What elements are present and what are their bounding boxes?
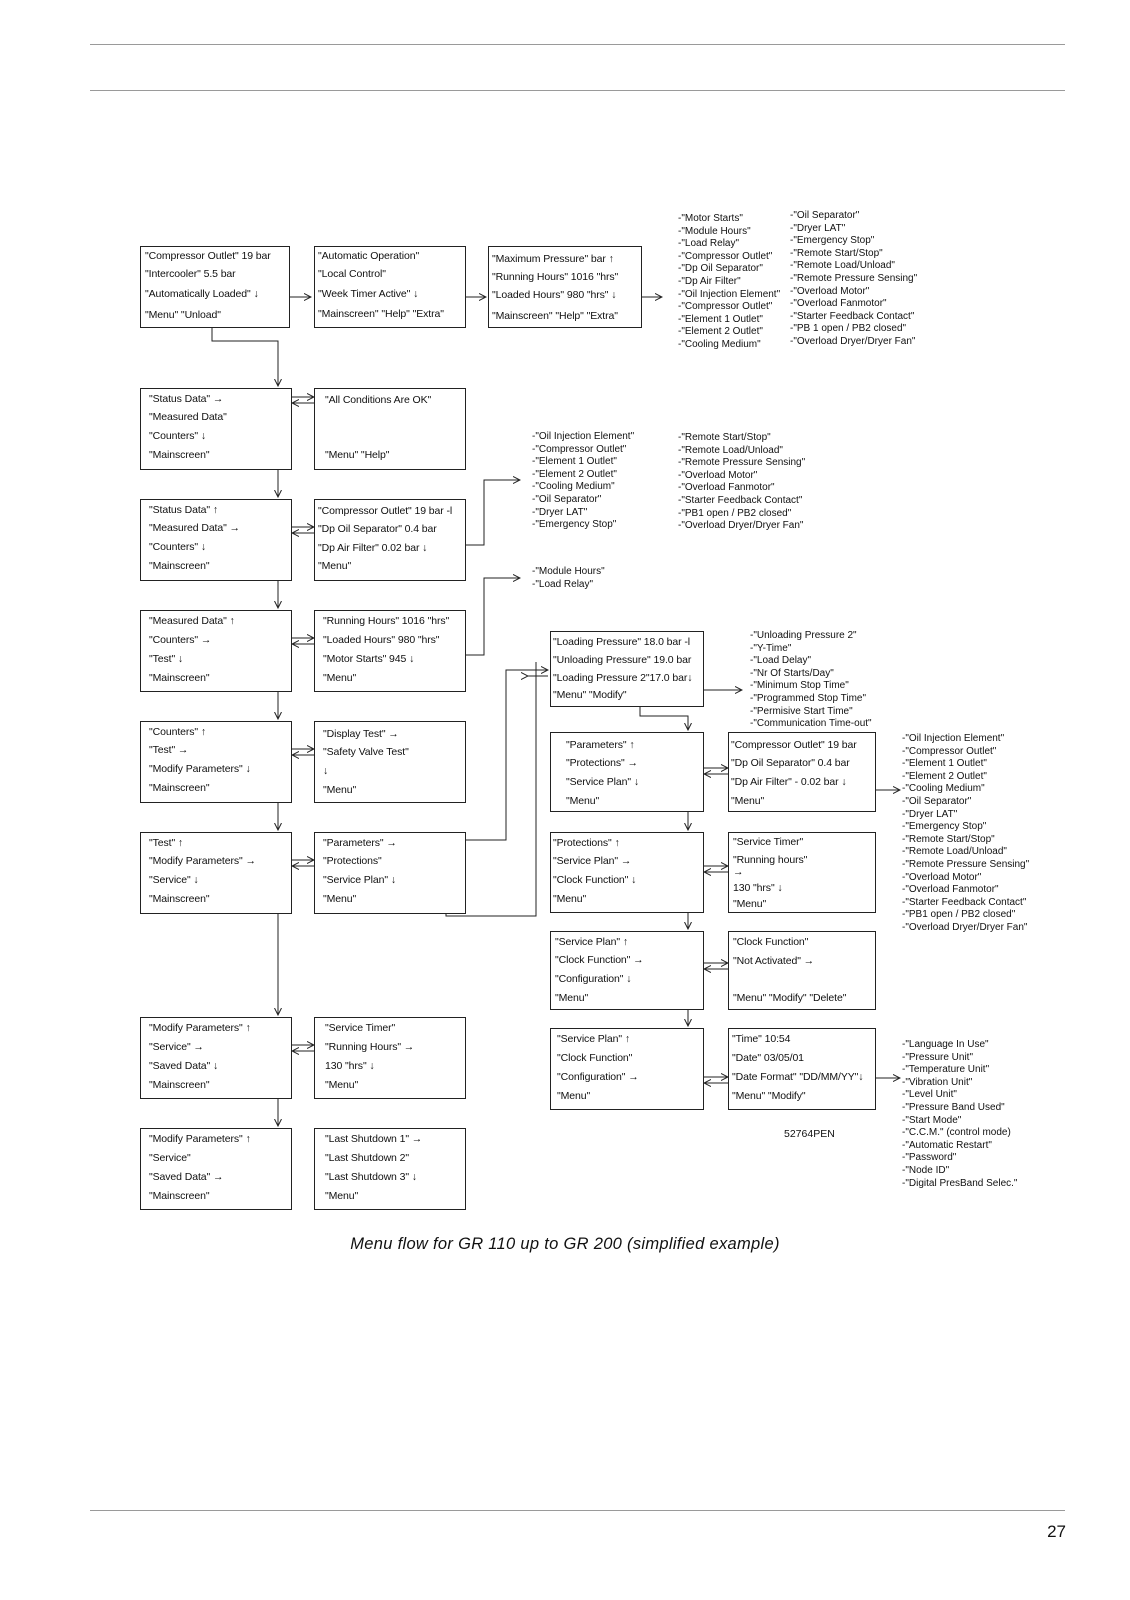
menu-status-box[interactable] <box>140 388 292 470</box>
note-item: -"Element 2 Outlet" <box>532 468 617 480</box>
note-item: -"Cooling Medium" <box>532 481 615 493</box>
box-line: "Unloading Pressure" 19.0 bar <box>553 654 692 666</box>
box-line: "Dp Air Filter" - 0.02 bar ↓ <box>731 776 847 788</box>
arrow-loading-to-params <box>640 707 688 730</box>
box-line: "Protections" → <box>566 757 638 769</box>
box-line: "Menu" "Unload" <box>145 309 221 321</box>
box-line: "Measured Data" <box>149 411 227 423</box>
note-item: -"Overload Dryer/Dryer Fan" <box>902 922 1028 933</box>
box-line: "Saved Data" → <box>149 1171 224 1183</box>
note-item: -"Cooling Medium" <box>902 783 985 795</box>
note-item: -"C.C.M." (control mode) <box>902 1127 1011 1139</box>
box-line: "Service Plan" ↓ <box>566 776 639 788</box>
configuration-values-box[interactable] <box>728 1028 876 1110</box>
box-line: "Configuration" → <box>557 1071 639 1083</box>
note-item: -"Digital PresBand Selec." <box>902 1177 1018 1189</box>
note-item: -"Starter Feedback Contact" <box>902 896 1027 908</box>
note-item: -"Communication Time-out" <box>750 718 872 730</box>
note-item: -"Permisive Start Time" <box>750 705 853 717</box>
note-item: -"Cooling Medium" <box>678 339 761 350</box>
note-item: -"Oil Separator" <box>790 210 860 221</box>
note-item: -"Load Relay" <box>678 238 740 250</box>
note-item: -"Module Hours" <box>532 566 605 577</box>
box-line: "Test" ↑ <box>149 837 184 849</box>
box-line: "Modify Parameters" ↑ <box>149 1022 251 1034</box>
box-line: "Date" 03/05/01 <box>732 1052 804 1064</box>
note-item: -"Vibration Unit" <box>902 1076 973 1088</box>
modify-parameters-box[interactable] <box>314 832 466 914</box>
note-item: -"Dp Air Filter" <box>678 276 741 287</box>
note-item: -"Dryer LAT" <box>790 222 846 234</box>
box-line: "Local Control" <box>318 268 386 280</box>
note-item: -"Nr Of Starts/Day" <box>750 667 834 679</box>
auto-operation-box[interactable] <box>314 246 466 328</box>
box-line: "Last Shutdown 2" <box>325 1152 409 1164</box>
note-item: -"Password" <box>902 1152 957 1164</box>
note-item: -"Element 1 Outlet" <box>532 456 617 468</box>
double-arrow-params <box>704 768 728 774</box>
box-line: "Menu" <box>323 784 357 796</box>
note-item: -"Emergency Stop" <box>790 235 875 247</box>
box-line: "Intercooler" 5.5 bar <box>145 268 236 280</box>
note-item: -"Remote Start/Stop" <box>790 247 883 259</box>
menu-saved-box[interactable] <box>140 1128 292 1210</box>
note-item: -"Oil Injection Element" <box>902 733 1005 744</box>
box-line: "Measured Data" → <box>149 522 240 534</box>
configuration-menu-box[interactable] <box>550 1028 704 1110</box>
note-item: -"Remote Start/Stop" <box>678 432 771 443</box>
note-item: -"Node ID" <box>902 1165 950 1176</box>
note-item: -"Oil Injection Element" <box>678 288 781 300</box>
note-item: -"Element 2 Outlet" <box>902 770 987 782</box>
box-line: "Dp Oil Separator" 0.4 bar <box>731 757 850 769</box>
note-item: -"Overload Motor" <box>790 285 870 297</box>
note-item: -"Remote Start/Stop" <box>902 833 995 845</box>
menu-service-box[interactable] <box>140 1017 292 1099</box>
note-item: -"Temperature Unit" <box>902 1064 990 1076</box>
arrow-measured-to-notes <box>466 480 520 545</box>
note-item: -"Overload Fanmotor" <box>678 482 775 494</box>
note-item: -"Oil Separator" <box>902 796 972 807</box>
double-arrow-status <box>292 397 314 403</box>
box-line: "Test" → <box>149 744 189 756</box>
box-line: "Mainscreen" "Help" "Extra" <box>492 310 618 322</box>
loading-pressure-box[interactable] <box>550 631 704 707</box>
note-item: -"Compressor Outlet" <box>678 301 773 313</box>
saved-data-box[interactable] <box>314 1128 466 1210</box>
box-line: "Loaded Hours" 980 "hrs" ↓ <box>492 289 617 301</box>
note-item: -"Compressor Outlet" <box>532 443 627 455</box>
box-line: "Week Timer Active" ↓ <box>318 288 419 300</box>
box-line: "Test" ↓ <box>149 653 184 665</box>
box-line: "Status Data" → <box>149 393 224 405</box>
double-arrow-serviceplan <box>704 963 728 969</box>
box-line: "Display Test" → <box>323 728 399 740</box>
box-line: 130 "hrs" ↓ <box>733 882 783 894</box>
note-item: -"Overload Motor" <box>678 469 758 481</box>
test-box[interactable] <box>314 721 466 803</box>
box-line: "All Conditions Are OK" <box>325 394 432 406</box>
box-line: "Configuration" ↓ <box>555 973 632 985</box>
note-item: -"Remote Pressure Sensing" <box>678 457 806 469</box>
note-item: -"Automatic Restart" <box>902 1139 992 1151</box>
box-line: "Safety Valve Test" <box>323 746 409 758</box>
box-line: "Protections" ↑ <box>553 837 620 849</box>
box-line: "Service" <box>149 1152 191 1164</box>
box-line: "Service" → <box>149 1041 204 1053</box>
box-line: "Clock Function" → <box>555 954 644 966</box>
box-line: "Measured Data" ↑ <box>149 615 235 627</box>
note-item: -"Pressure Unit" <box>902 1051 974 1063</box>
box-line: "Menu" <box>731 795 765 807</box>
box-line: "Dp Air Filter" 0.02 bar ↓ <box>318 542 428 554</box>
box-line: "Menu" "Help" <box>325 449 390 461</box>
box-line: "Time" 10:54 <box>732 1033 791 1045</box>
box-line: ↓ <box>323 765 329 777</box>
double-arrow-measured <box>292 527 314 533</box>
double-arrow-protections <box>704 866 728 872</box>
box-line: "Mainscreen" <box>149 449 210 461</box>
note-item: -"Oil Injection Element" <box>532 431 635 442</box>
box-line: "Parameters" → <box>323 837 397 849</box>
note-item: -"Compressor Outlet" <box>678 250 773 262</box>
note-item: -"PB1 open / PB2 closed" <box>678 507 792 519</box>
counters-box[interactable] <box>314 610 466 692</box>
parameters-menu-box[interactable] <box>550 732 704 812</box>
box-line: "Running hours" <box>733 854 808 866</box>
service-plan-menu-box[interactable] <box>550 931 704 1010</box>
box-line: "Service" ↓ <box>149 874 199 886</box>
note-item: -"Load Delay" <box>750 655 812 667</box>
box-line: "Protections" <box>323 855 382 867</box>
box-line: "Mainscreen" "Help" "Extra" <box>318 308 444 320</box>
box-line: "Last Shutdown 3" ↓ <box>325 1171 417 1183</box>
note-item: -"Dryer LAT" <box>902 808 958 820</box>
box-line: "Menu" <box>555 992 589 1004</box>
box-line: "Running Hours" → <box>325 1041 415 1053</box>
menu-counters-box[interactable] <box>140 610 292 692</box>
double-arrow-modify <box>292 860 314 866</box>
service-box[interactable] <box>314 1017 466 1099</box>
note-item: -"Element 1 Outlet" <box>678 313 763 325</box>
note-item: -"PB 1 open / PB2 closed" <box>790 323 907 335</box>
note-item: -"Starter Feedback Contact" <box>790 310 915 322</box>
note-item: -"Programmed Stop Time" <box>750 693 867 704</box>
note-item: -"Emergency Stop" <box>532 519 617 531</box>
measured-data-box[interactable] <box>314 499 466 581</box>
max-pressure-box[interactable] <box>488 246 642 328</box>
box-line: "Last Shutdown 1" → <box>325 1133 423 1145</box>
menu-test-box[interactable] <box>140 721 292 803</box>
note-item: -"Load Relay" <box>532 578 594 590</box>
box-line: "Loaded Hours" 980 "hrs" <box>323 634 440 646</box>
box-line: "Menu" <box>733 898 767 910</box>
note-item: -"Oil Separator" <box>532 494 602 505</box>
arrow-main-to-menu <box>212 328 278 386</box>
box-line: "Menu" "Modify" <box>732 1090 806 1102</box>
box-line: → <box>733 866 744 878</box>
note-item: -"Remote Load/Unload" <box>790 260 895 272</box>
note-item: -"Remote Pressure Sensing" <box>902 859 1030 870</box>
box-line: "Counters" → <box>149 634 212 646</box>
box-line: "Modify Parameters" ↓ <box>149 763 251 775</box>
note-item: -"PB1 open / PB2 closed" <box>902 909 1016 921</box>
note-item: -"Level Unit" <box>902 1089 957 1101</box>
box-line: "Clock Function" <box>733 936 809 948</box>
box-line: "Clock Function" ↓ <box>553 874 637 886</box>
box-line: "Automatic Operation" <box>318 250 420 262</box>
footer-rule <box>90 1510 1065 1511</box>
box-line: "Menu" "Modify" <box>553 689 627 701</box>
box-line: "Mainscreen" <box>149 782 210 794</box>
clock-function-box[interactable] <box>728 931 876 1010</box>
box-line: "Service Plan" ↓ <box>323 874 396 886</box>
box-line: "Service Timer" <box>325 1022 396 1034</box>
box-line: "Menu" <box>553 893 587 905</box>
note-item: -"Remote Load/Unload" <box>678 444 783 456</box>
note-item: -"Emergency Stop" <box>902 821 987 833</box>
box-line: "Menu" <box>325 1079 359 1091</box>
note-item: -"Element 1 Outlet" <box>902 758 987 770</box>
box-line: "Clock Function" <box>557 1052 633 1064</box>
double-arrow-test <box>292 749 314 755</box>
box-line: "Loading Pressure 2"17.0 bar↓ <box>553 672 693 684</box>
arrow-counters-to-notes <box>466 578 520 655</box>
box-line: "Menu" <box>323 672 357 684</box>
note-item: -"Module Hours" <box>678 225 751 237</box>
all-conditions-box[interactable] <box>314 388 466 470</box>
note-item: -"Dp Oil Separator" <box>678 263 763 275</box>
note-item: -"Dryer LAT" <box>532 506 588 518</box>
box-line: "Menu" <box>318 560 352 572</box>
double-arrow-service <box>292 1045 314 1051</box>
protections-menu-box[interactable] <box>550 832 704 913</box>
box-line: "Compressor Outlet" 19 bar <box>731 739 857 751</box>
box-line: "Date Format" "DD/MM/YY"↓ <box>732 1071 864 1083</box>
service-timer-box[interactable] <box>728 832 876 913</box>
box-line: "Mainscreen" <box>149 672 210 684</box>
box-line: "Motor Starts" 945 ↓ <box>323 653 415 665</box>
box-line: "Mainscreen" <box>149 1079 210 1091</box>
box-line: "Loading Pressure" 18.0 bar -l <box>553 636 690 648</box>
note-item: -"Overload Fanmotor" <box>790 298 887 310</box>
box-line: "Status Data" ↑ <box>149 504 218 516</box>
box-line: "Saved Data" ↓ <box>149 1060 219 1072</box>
parameters-values-box[interactable] <box>728 732 876 812</box>
note-item: -"Overload Motor" <box>902 871 982 883</box>
menu-modify-box[interactable] <box>140 832 292 914</box>
box-line: "Menu" <box>557 1090 591 1102</box>
box-line: "Menu" <box>323 893 357 905</box>
menu-measured-box[interactable] <box>140 499 292 581</box>
box-line: "Compressor Outlet" 19 bar -l <box>318 505 453 517</box>
note-item: -"Overload Dryer/Dryer Fan" <box>678 520 804 532</box>
box-line: "Automatically Loaded" ↓ <box>145 288 259 300</box>
box-line: "Menu" "Modify" "Delete" <box>733 992 847 1004</box>
note-item: -"Unloading Pressure 2" <box>750 630 857 641</box>
box-line: "Counters" ↓ <box>149 541 207 553</box>
note-item: -"Start Mode" <box>902 1114 962 1126</box>
box-line: "Menu" <box>325 1190 359 1202</box>
double-arrow-counters <box>292 638 314 644</box>
note-item: -"Remote Load/Unload" <box>902 846 1007 858</box>
main-screen-box[interactable] <box>140 246 290 328</box>
box-line: "Service Timer" <box>733 836 804 848</box>
box-line: 130 "hrs" ↓ <box>325 1060 375 1072</box>
note-item: -"Compressor Outlet" <box>902 745 997 757</box>
note-item: -"Starter Feedback Contact" <box>678 495 803 506</box>
note-item: -"Minimum Stop Time" <box>750 680 849 692</box>
box-line: "Running Hours" 1016 "hrs" <box>492 271 619 283</box>
note-item: -"Pressure Band Used" <box>902 1102 1005 1113</box>
box-line: "Modify Parameters" ↑ <box>149 1133 251 1145</box>
box-line: "Service Plan" ↑ <box>555 936 628 948</box>
box-line: "Mainscreen" <box>149 560 210 572</box>
box-line: "Parameters" ↑ <box>566 739 635 751</box>
double-arrow-config <box>704 1077 728 1083</box>
note-item: -"Overload Fanmotor" <box>902 884 999 896</box>
note-item: -"Language In Use" <box>902 1039 989 1050</box>
box-line: "Maximum Pressure" bar ↑ <box>492 253 614 265</box>
box-line: "Service Plan" → <box>553 855 632 867</box>
box-line: "Running Hours" 1016 "hrs" <box>323 615 450 627</box>
note-item: -"Y-Time" <box>750 642 792 654</box>
box-line: "Counters" ↓ <box>149 430 207 442</box>
box-line: "Menu" <box>566 795 600 807</box>
note-item: -"Motor Starts" <box>678 213 743 224</box>
note-item: -"Remote Pressure Sensing" <box>790 273 918 284</box>
figure-code: 52764PEN <box>784 1128 835 1140</box>
figure-caption: Menu flow for GR 110 up to GR 200 (simplified example) <box>350 1235 780 1253</box>
box-line: "Dp Oil Separator" 0.4 bar <box>318 523 437 535</box>
box-line: "Service Plan" ↑ <box>557 1033 630 1045</box>
box-line: "Counters" ↑ <box>149 726 207 738</box>
box-line: "Mainscreen" <box>149 893 210 905</box>
box-line: "Modify Parameters" → <box>149 855 256 867</box>
note-item: -"Overload Dryer/Dryer Fan" <box>790 336 916 347</box>
box-line: "Compressor Outlet" 19 bar <box>145 250 271 262</box>
box-line: "Not Activated" → <box>733 955 815 967</box>
page-number: 27 <box>1047 1522 1066 1541</box>
note-item: -"Element 2 Outlet" <box>678 326 763 338</box>
box-line: "Mainscreen" <box>149 1190 210 1202</box>
